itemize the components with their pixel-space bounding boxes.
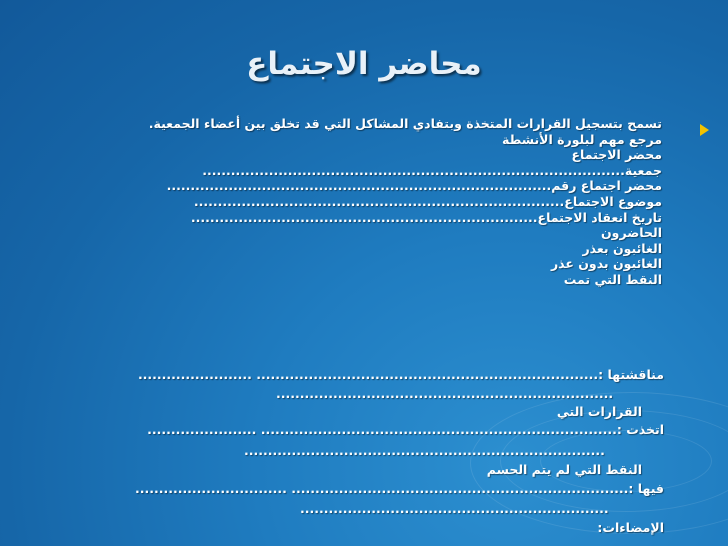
association-field: جمعية......................................................................................... — [202, 162, 662, 178]
discussed-dots: ....................................................................... — [276, 386, 614, 401]
slide-body — [62, 116, 662, 288]
unexcused-absentees-label: الغائبون بدون عذر — [550, 256, 662, 272]
meeting-date-field: تاريخ انعقاد الاجتماع......................................................................... — [190, 209, 662, 225]
excused-absentees-label: الغائبون بعذر — [582, 240, 662, 256]
pending-heading: النقط التي لم يتم الحسم — [486, 462, 642, 477]
attendees-label: الحاضرون — [601, 225, 662, 241]
discussed-points-label: النقط التي تمت — [563, 271, 662, 287]
decisions-field: اتخذت :........................................................................... ....................... — [147, 422, 664, 437]
slide-title: محاضر الاجتماع — [246, 46, 482, 82]
meeting-subject-field: موضوع الاجتماع.............................................................................. — [193, 193, 662, 209]
minutes-heading: محضر الاجتماع — [571, 147, 662, 163]
reference-line: مرجع مهم لبلورة الأنشطة — [502, 131, 662, 147]
signatures-label: الإمضاءات: — [597, 520, 664, 535]
decisions-heading: القرارات التي — [556, 404, 642, 419]
pending-field: فيها :....................................................................... ................................ — [134, 481, 664, 496]
meeting-number-field: محضر اجتماع رقم................................................................................. — [166, 178, 662, 194]
discussed-field: مناقشتها :........................................................................ ........................ — [137, 367, 664, 382]
intro-line: تسمح بتسجيل القرارات المتخذة وبتفادي المشاكل التي قد تخلق بين أعضاء الجمعية. — [148, 116, 662, 131]
pending-dots: ................................................................. — [300, 501, 609, 516]
decisions-dots: ............................................................................ — [244, 443, 605, 458]
bullet-arrow-icon — [700, 124, 709, 136]
